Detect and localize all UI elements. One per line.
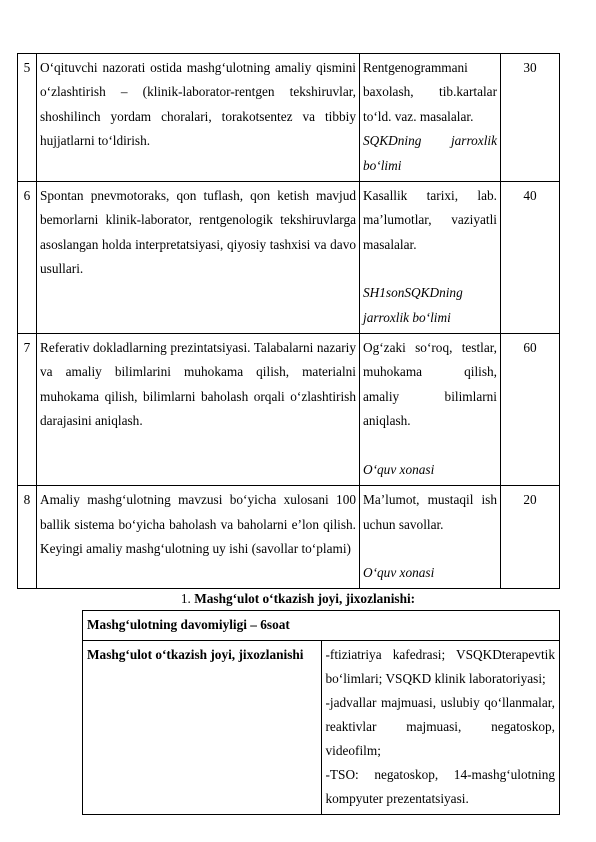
table-row — [83, 641, 560, 815]
row-number: 5 — [18, 54, 37, 182]
section-heading — [0, 589, 596, 609]
step-method — [360, 182, 501, 334]
step-content: Spontan pnevmotoraks, qon tuflash, qon ketish mavjud bemorlarni klinik-laborator, rentgenologik tekshiruvlarga asoslangan holda interpretatsiyasi, qiyosiy tashxisi va davo usullari. — [37, 182, 360, 334]
step-time: 30 — [501, 54, 560, 182]
step-content: Referativ dokladlarning prezintatsiyasi. Talabalarni nazariy va amaliy bilimlarini muhokama qilish, materialni muhokama qilish, bilimlarni baholash orqali o‘zlashtirish darajasini aniqlash. — [37, 334, 360, 486]
step-method — [360, 54, 501, 182]
place-text: SH1sonSQKDning jarroxlik bo‘limi — [363, 285, 463, 325]
place-label: Mashg‘ulot o‘tkazish joyi, jixozlanishi — [83, 641, 322, 815]
row-number: 6 — [18, 182, 37, 334]
list-item: -TSO: negatoskop, 14-mashg‘ulotning kompyuter prezentatsiyasi. — [325, 767, 555, 806]
section-title: Mashg‘ulot o‘tkazish joyi, jixozlanishi: — [194, 591, 416, 606]
method-text: Rentgenogrammani baxolash, tib.kartalar to‘ld. vaz. masalalar. — [363, 60, 497, 124]
method-text: Og‘zaki so‘roq, testlar, muhokama qilish, amaliy bilimlarni aniqlash. — [363, 340, 497, 429]
method-text: Ma’lumot, mustaqil ish uchun savollar. — [363, 492, 497, 532]
step-time: 40 — [501, 182, 560, 334]
equipment-list — [321, 641, 560, 815]
lesson-place-table — [82, 610, 560, 815]
list-item: -ftiziatriya kafedrasi; VSQKDterapevtik bo‘limlari; VSQKD klinik laboratoriyasi; — [325, 647, 555, 686]
table-row — [18, 54, 560, 182]
row-number: 8 — [18, 486, 37, 589]
step-time: 60 — [501, 334, 560, 486]
list-item: -jadvallar majmuasi, uslubiy qo‘llanmalar, reaktivlar majmuasi, negatoskop, videofilm; — [325, 695, 555, 758]
step-method — [360, 486, 501, 589]
section-number: 1. — [180, 591, 191, 606]
place-text: O‘quv xonasi — [363, 461, 435, 477]
method-text: Kasallik tarixi, lab. ma’lumotlar, vaziyatli masalalar. — [363, 188, 497, 252]
table-row — [18, 334, 560, 486]
step-content: Amaliy mashg‘ulotning mavzusi bo‘yicha xulosani 100 ballik sistema bo‘yicha baholash va baholarni e’lon qilish. Keyingi amaliy mashg‘ulotning uy ishi (savollar to‘plami) — [37, 486, 360, 589]
table-row — [18, 486, 560, 589]
row-number: 7 — [18, 334, 37, 486]
place-text: SQKDning jarroxlik bo‘limi — [363, 133, 497, 173]
place-text: O‘quv xonasi — [363, 564, 435, 580]
table-row — [83, 611, 560, 641]
lesson-steps-table — [17, 53, 560, 589]
duration-cell: Mashg‘ulotning davomiyligi – 6soat — [83, 611, 560, 641]
step-method — [360, 334, 501, 486]
step-time: 20 — [501, 486, 560, 589]
step-content: O‘qituvchi nazorati ostida mashg‘ulotning amaliy qismini o‘zlashtirish – (klinik-laborator-rentgen tekshiruvlar, shoshilinch yordam choralari, torakotsentez va tibbiy hujjatlarni to‘ldirish. — [37, 54, 360, 182]
table-row — [18, 182, 560, 334]
